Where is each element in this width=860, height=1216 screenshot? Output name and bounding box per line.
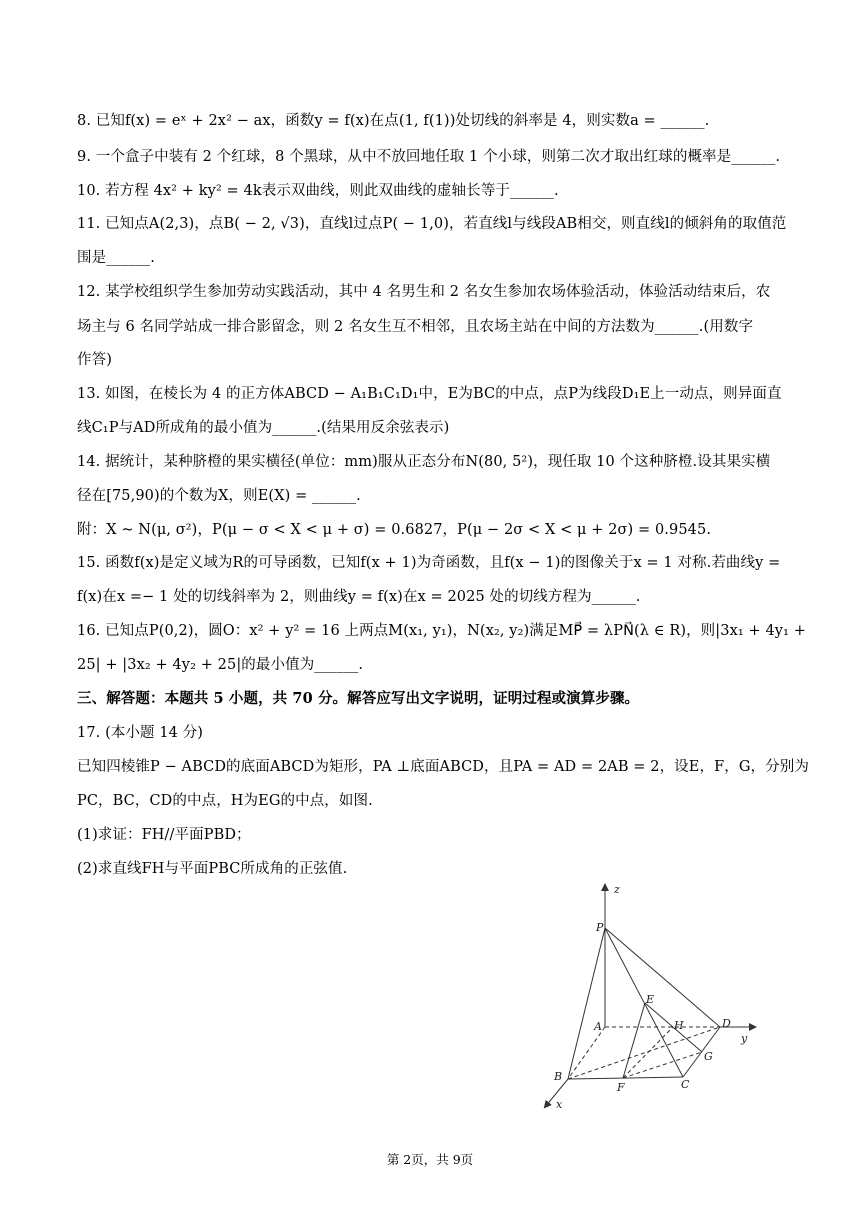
question-12-line-3: 作答) xyxy=(77,352,112,368)
question-8-line: 8. 已知f(x) = eˣ + 2x² − ax，函数y = f(x)在点(1, f(1))处切线的斜率是 4，则实数a = ______. xyxy=(77,113,710,129)
question-14-note: 附：X ~ N(μ, σ²)，P(μ − σ < X < μ + σ) = 0.6827，P(μ − 2σ < X < μ + 2σ) = 0.9545. xyxy=(77,522,712,538)
label-x: x xyxy=(556,1098,563,1111)
question-9-line: 9. 一个盒子中装有 2 个红球，8 个黑球，从中不放回地任取 1 个小球，则第二次才取出红球的概率是______. xyxy=(77,149,781,165)
question-10-line: 10. 若方程 4x² + ky² = 4k表示双曲线，则此双曲线的虚轴长等于______. xyxy=(77,183,559,199)
label-d: D xyxy=(722,1017,731,1030)
question-12-line-2: 场主与 6 名同学站成一排合影留念，则 2 名女生互不相邻，且农场主站在中间的方法数为______.(用数字 xyxy=(77,319,754,335)
label-a: A xyxy=(594,1020,602,1033)
label-c: C xyxy=(681,1078,690,1091)
page-footer: 第 2页，共 9页 xyxy=(386,1152,474,1167)
label-h: H xyxy=(674,1019,684,1032)
label-e: E xyxy=(646,993,655,1006)
question-11-line-1: 11. 已知点A(2,3)，点B( − 2, √3)，直线l过点P( − 1,0)，若直线l与线段AB相交，则直线l的倾斜角的取值范 xyxy=(77,216,787,232)
label-g: G xyxy=(704,1050,713,1063)
question-17-line-2: PC，BC，CD的中点，H为EG的中点，如图. xyxy=(77,793,373,809)
question-12-line-1: 12. 某学校组织学生参加劳动实践活动，其中 4 名男生和 2 名女生参加农场体验活动，体验活动结束后，农 xyxy=(77,284,771,300)
question-17-part-1: (1)求证：FH//平面PBD； xyxy=(77,827,251,843)
question-15-line-1: 15. 函数f(x)是定义域为R的可导函数，已知f(x + 1)为奇函数，且f(x − 1)的图像关于x = 1 对称.若曲线y = xyxy=(77,555,781,571)
question-16-line-2: 25| + |3x₂ + 4y₂ + 25|的最小值为______. xyxy=(77,657,364,673)
question-13-line-1: 13. 如图，在棱长为 4 的正方体ABCD − A₁B₁C₁D₁中，E为BC的中点，点P为线段D₁E上一动点，则异面直 xyxy=(77,386,782,402)
label-f: F xyxy=(617,1081,625,1094)
question-15-line-2: f(x)在x =− 1 处的切线斜率为 2，则曲线y = f(x)在x = 2025 处的切线方程为______. xyxy=(77,589,641,605)
label-z: z xyxy=(614,883,620,896)
question-17-part-2: (2)求直线FH与平面PBC所成角的正弦值. xyxy=(77,861,348,877)
pyramid-figure xyxy=(530,878,770,1118)
question-14-line-2: 径在[75,90)的个数为X，则E(X) = ______. xyxy=(77,488,361,504)
question-17-title: 17. (本小题 14 分) xyxy=(77,725,204,741)
label-p: P xyxy=(596,921,604,934)
section-heading: 三、解答题：本题共 5 小题，共 70 分。解答应写出文字说明，证明过程或演算步骤。 xyxy=(77,690,640,707)
question-16-line-1: 16. 已知点P(0,2)，圆O：x² + y² = 16 上两点M(x₁, y₁)，N(x₂, y₂)满足MP⃗ = λPN⃗(λ ∈ R)，则|3x₁ + 4y₁ + xyxy=(77,623,806,639)
question-17-line-1: 已知四棱锥P − ABCD的底面ABCD为矩形，PA ⊥底面ABCD，且PA = AD = 2AB = 2，设E，F，G，分别为 xyxy=(77,759,809,775)
question-11-line-2: 围是______. xyxy=(77,250,156,266)
question-14-line-1: 14. 据统计，某种脐橙的果实横径(单位：mm)服从正态分布N(80, 5²)，现任取 10 个这种脐橙.设其果实横 xyxy=(77,454,771,470)
label-b: B xyxy=(554,1070,563,1083)
label-y: y xyxy=(741,1032,748,1045)
question-13-line-2: 线C₁P与AD所成角的最小值为______.(结果用反余弦表示) xyxy=(77,420,450,436)
